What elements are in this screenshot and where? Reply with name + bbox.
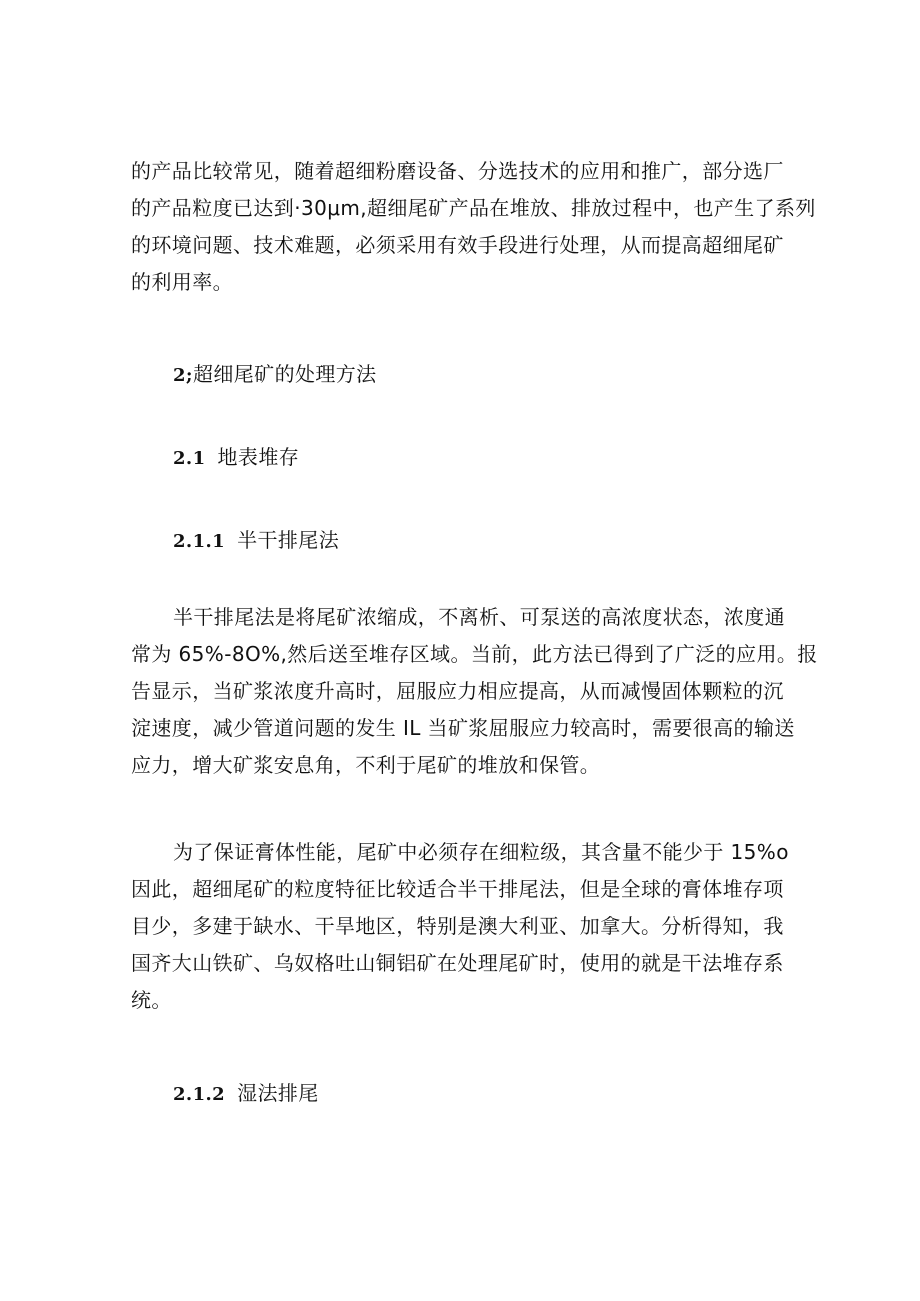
text-line: 应力，增大矿浆安息角，不利于尾矿的堆放和保管。 — [131, 753, 601, 777]
section-number: 2.1 — [173, 448, 206, 469]
section-2-1-heading — [173, 442, 299, 474]
text-line: 国齐大山铁矿、乌奴格吐山铜铝矿在处理尾矿时，使用的就是干法堆存系 — [131, 951, 784, 975]
section-title: 超细尾矿的处理方法 — [192, 362, 377, 386]
paste-paragraph — [131, 834, 791, 1019]
text-line: 告显示，当矿浆浓度升高时，屈服应力相应提高，从而减慢固体颗粒的沉 — [131, 679, 784, 703]
semidry-paragraph — [131, 599, 818, 784]
text-line: 常为 65%-8O%,然后送至堆存区域。当前，此方法已得到了广泛的应用。报 — [131, 642, 818, 666]
text-line: 的产品粒度已达到·30μm,超细尾矿产品在堆放、排放过程中，也产生了系列 — [131, 196, 816, 220]
text-line: 的利用率。 — [131, 270, 233, 294]
section-title: 湿法排尾 — [237, 1081, 319, 1105]
text-line: 因此，超细尾矿的粒度特征比较适合半干排尾法，但是全球的膏体堆存项 — [131, 877, 784, 901]
section-number: 2; — [173, 365, 193, 386]
text-line: 为了保证膏体性能，尾矿中必须存在细粒级，其含量不能少于 15%o — [173, 840, 789, 864]
section-2-heading — [173, 359, 377, 391]
section-title: 地表堆存 — [217, 445, 300, 469]
text-line: 半干排尾法是将尾矿浓缩成，不离析、可泵送的高浓度状态，浓度通 — [173, 605, 785, 629]
section-number: 2.1.1 — [173, 531, 226, 552]
text-line: 的产品比较常见，随着超细粉磨设备、分选技术的应用和推广，部分选厂 — [131, 159, 784, 183]
text-line: 的环境问题、技术难题，必须采用有效手段进行处理，从而提高超细尾矿 — [131, 233, 784, 257]
text-line: 淀速度，减少管道问题的发生 IL 当矿浆屈服应力较高时，需要很高的输送 — [131, 716, 795, 740]
section-2-1-2-heading — [173, 1078, 319, 1110]
section-number: 2.1.2 — [173, 1084, 226, 1105]
section-2-1-1-heading — [173, 525, 339, 557]
text-line: 目少，多建于缺水、干旱地区，特别是澳大利亚、加拿大。分析得知，我 — [131, 914, 784, 938]
section-title: 半干排尾法 — [237, 528, 340, 552]
intro-paragraph — [131, 153, 816, 301]
text-line: 统。 — [131, 988, 172, 1012]
